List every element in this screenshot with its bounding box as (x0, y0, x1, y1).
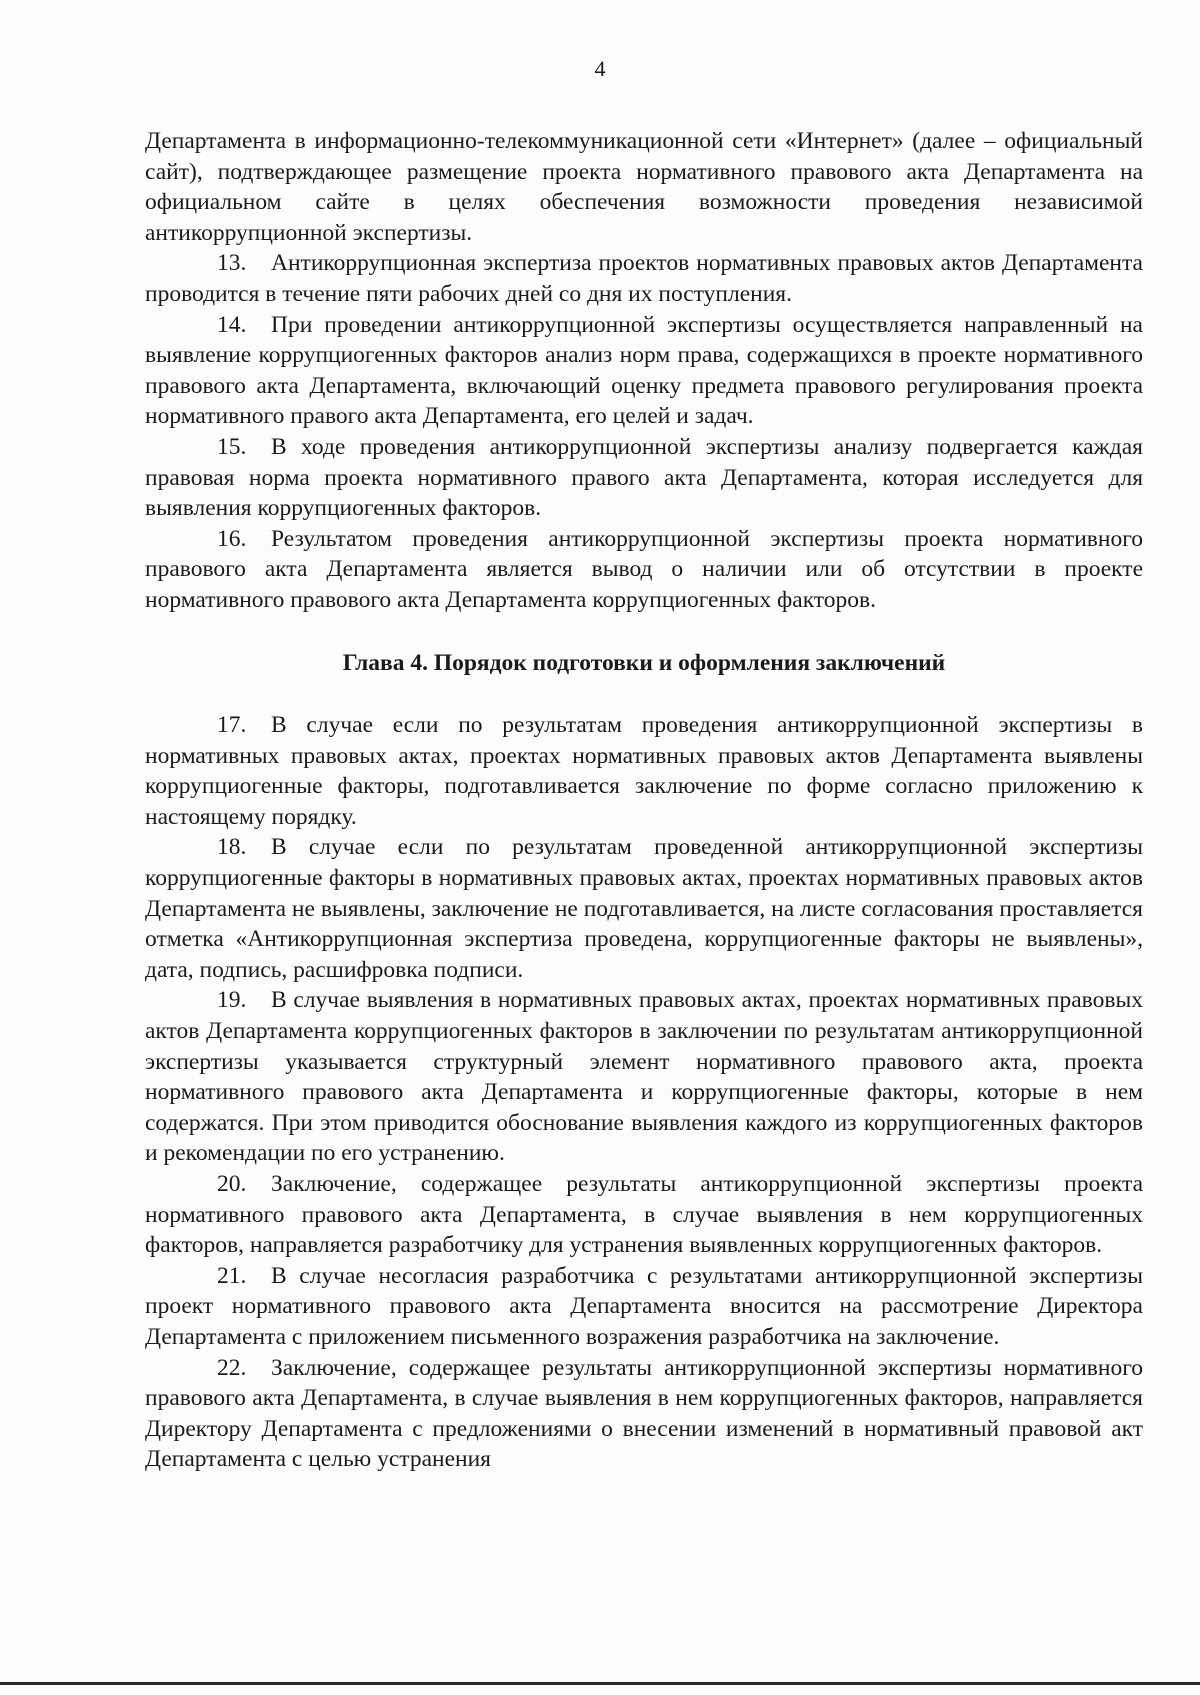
document-body (145, 126, 1143, 1475)
clause-number: 18. (217, 834, 247, 861)
clause-text: В случае выявления в нормативных правовых актах, проектах нормативных правовых актов Департамента коррупциогенных факторов в заключении по результатам антикоррупционной экспертизы указывается структурный элемент нормативного правового акта, проекта нормативного правового акта Департамента и коррупциогенные факторы, которые в нем содержатся. При этом приводится обоснование выявления каждого из коррупциогенных факторов и рекомендации по его устранению. (145, 987, 1143, 1167)
clause-text: В случае если по результатам проведенной антикоррупционной экспертизы коррупциогенные факторы в нормативных правовых актах, проектах нормативных правовых актов Департамента не выявлены, заключение не подготавливается, на листе согласования проставляется отметка «Антикоррупционная экспертиза проведена, коррупциогенные факторы не выявлены», дата, подпись, расшифровка подписи. (145, 834, 1143, 983)
clause-number: 19. (217, 987, 247, 1014)
clause-number: 13. (217, 250, 247, 277)
clause-14 (145, 310, 1143, 432)
clause-21 (145, 1261, 1143, 1353)
intro-paragraph: Департамента в информационно-телекоммуникационной сети «Интернет» (далее – официальный сайт), подтверждающее размещение проекта нормативного правового акта Департамента на официальном сайте в целях обеспечения возможности проведения независимой антикоррупционной экспертизы. (145, 128, 1143, 246)
clause-number: 21. (217, 1262, 247, 1289)
clause-18 (145, 832, 1143, 985)
clause-number: 14. (217, 311, 247, 338)
clause-17 (145, 710, 1143, 832)
clause-number: 22. (217, 1354, 247, 1381)
clause-22 (145, 1353, 1143, 1475)
clause-20 (145, 1169, 1143, 1261)
clause-text: В случае если по результатам проведения антикоррупционной экспертизы в нормативных правовых актах, проектах нормативных правовых актов Департамента выявлены коррупциогенные факторы, подготавливается заключение по форме согласно приложению к настоящему порядку. (145, 712, 1143, 830)
clause-number: 17. (217, 712, 247, 739)
chapter-heading: Глава 4. Порядок подготовки и оформления заключений (342, 649, 946, 676)
clause-text: В случае несогласия разработчика с результатами антикоррупционной экспертизы проект нормативного правового акта Департамента вносится на рассмотрение Директора Департамента с приложением письменного возражения разработчика на заключение. (145, 1262, 1143, 1350)
clause-text: Заключение, содержащее результаты антикоррупционной экспертизы нормативного правового акта Департамента, в случае выявления в нем коррупциогенных факторов, направляется Директору Департамента с предложениями о внесении изменений в нормативный правовой акт Департамента с целью устранения (145, 1354, 1143, 1473)
clause-text: В ходе проведения антикоррупционной экспертизы анализу подвергается каждая правовая норма проекта нормативного правого акта Департамента, которая исследуется для выявления коррупциогенных факторов. (145, 433, 1143, 522)
clause-number: 16. (217, 525, 247, 552)
clause-13 (145, 248, 1143, 309)
clause-number: 15. (217, 433, 247, 460)
clause-15 (145, 432, 1143, 524)
clause-19 (145, 985, 1143, 1169)
clause-text: Заключение, содержащее результаты антикоррупционной экспертизы проекта нормативного правового акта Департамента, в случае выявления в нем коррупциогенных факторов, направляется разработчику для устранения выявленных коррупциогенных факторов. (145, 1171, 1143, 1259)
bottom-scan-rule (0, 1682, 1200, 1685)
clause-text: При проведении антикоррупционной экспертизы осуществляется направленный на выявление коррупциогенных факторов анализ норм права, содержащихся в проекте нормативного правового акта Департамента, включающий оценку предмета правового регулирования проекта нормативного правого акта Департамента, его целей и задач. (145, 311, 1143, 430)
clause-16 (145, 524, 1143, 616)
clause-text: Антикоррупционная экспертиза проектов нормативных правовых актов Департамента проводится в течение пяти рабочих дней со дня их поступления. (145, 250, 1143, 307)
page-number: 4 (594, 56, 606, 81)
clause-number: 20. (217, 1171, 247, 1197)
clause-text: Результатом проведения антикоррупционной экспертизы проекта нормативного правового акта Департамента является вывод о наличии или об отсутствии в проекте нормативного правового акта Департамента коррупциогенных факторов. (145, 525, 1143, 613)
